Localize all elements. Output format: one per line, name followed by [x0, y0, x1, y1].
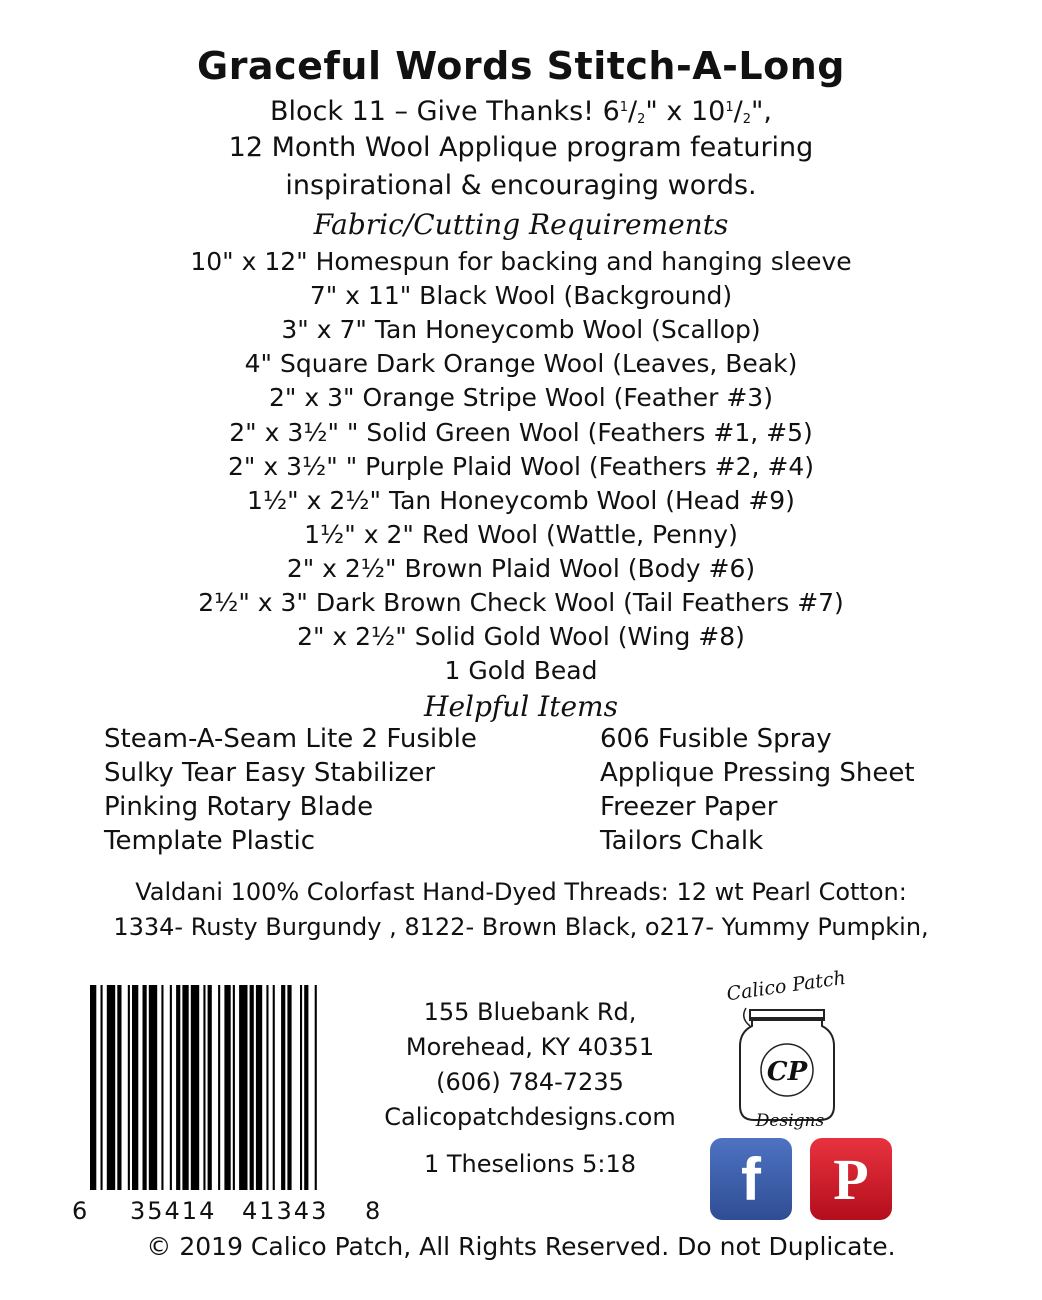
- requirement-item: 2" x 2½" Solid Gold Wool (Wing #8): [297, 622, 745, 651]
- facebook-icon[interactable]: f: [710, 1138, 792, 1220]
- copyright-notice: © 2019 Calico Patch, All Rights Reserved. Do not Duplicate.: [146, 1232, 896, 1261]
- logo-bottom-text: Designs: [755, 1111, 825, 1131]
- helpful-item: Freezer Paper: [600, 792, 778, 822]
- verse-reference: 1 Theselions 5:18: [423, 1150, 637, 1178]
- logo-top-text: Calico Patch: [725, 966, 848, 1006]
- helpful-items-left: [104, 722, 477, 858]
- helpful-item: Steam-A-Seam Lite 2 Fusible: [104, 724, 477, 754]
- requirement-item: 7" x 11" Black Wool (Background): [309, 281, 733, 310]
- requirement-item: 2½" x 3" Dark Brown Check Wool (Tail Feathers #7): [198, 588, 844, 617]
- address-block: [350, 995, 710, 1182]
- program-line-1: 12 Month Wool Applique program featuring: [228, 132, 814, 163]
- requirement-item: 4" Square Dark Orange Wool (Leaves, Beak): [244, 349, 798, 378]
- helpful-item: Template Plastic: [104, 826, 315, 856]
- barcode-image: [90, 985, 380, 1220]
- barcode-digits-left: 35414: [130, 1197, 217, 1225]
- calico-patch-logo: [722, 960, 852, 1135]
- helpful-item: Sulky Tear Easy Stabilizer: [104, 758, 436, 788]
- barcode-digits-right: 41343: [242, 1197, 329, 1225]
- requirement-item: 1½" x 2½" Tan Honeycomb Wool (Head #9): [247, 486, 795, 515]
- barcode-digit-first: 6: [72, 1197, 88, 1225]
- helpful-item: Tailors Chalk: [600, 826, 764, 856]
- helpful-item: 606 Fusible Spray: [600, 724, 832, 754]
- program-line-2: inspirational & encouraging words.: [285, 170, 757, 201]
- fabric-heading: Fabric/Cutting Requirements: [313, 208, 729, 241]
- helpful-item: Pinking Rotary Blade: [104, 792, 374, 822]
- barcode-digit-last: 8: [365, 1197, 381, 1225]
- requirement-item: 1½" x 2" Red Wool (Wattle, Penny): [304, 520, 738, 549]
- requirement-item: 2" x 3½" " Solid Green Wool (Feathers #1, #5): [229, 418, 813, 447]
- pattern-title: Graceful Words Stitch-A-Long: [197, 44, 845, 88]
- threads-line-1: Valdani 100% Colorfast Hand-Dyed Threads: 12 wt Pearl Cotton:: [135, 878, 907, 906]
- requirement-item: 3" x 7" Tan Honeycomb Wool (Scallop): [281, 315, 761, 344]
- threads-line-2: 1334- Rusty Burgundy , 8122- Brown Black, o217- Yummy Pumpkin,: [113, 913, 929, 941]
- address-city: Morehead, KY 40351: [405, 1033, 655, 1061]
- helpful-item: Applique Pressing Sheet: [600, 758, 915, 788]
- requirement-item: 2" x 3" Orange Stripe Wool (Feather #3): [269, 383, 773, 412]
- requirement-item: 2" x 2½" Brown Plaid Wool (Body #6): [286, 554, 756, 583]
- logo-monogram: CP: [766, 1057, 808, 1087]
- helpful-items-right: [600, 722, 915, 858]
- block-line: Block 11 – Give Thanks! $6^1/_2$" x $10^1/_2$",: [269, 96, 773, 127]
- requirement-item: 1 Gold Bead: [444, 656, 598, 685]
- helpful-heading: Helpful Items: [424, 690, 618, 723]
- requirement-item: 10" x 12" Homespun for backing and hanging sleeve: [190, 247, 852, 276]
- address-street: 155 Bluebank Rd,: [423, 998, 637, 1026]
- website-link[interactable]: Calicopatchdesigns.com: [384, 1103, 676, 1131]
- requirement-item: 2" x 3½" " Purple Plaid Wool (Feathers #2, #4): [228, 452, 814, 481]
- phone-number: (606) 784-7235: [436, 1068, 624, 1096]
- pinterest-icon[interactable]: P: [810, 1138, 892, 1220]
